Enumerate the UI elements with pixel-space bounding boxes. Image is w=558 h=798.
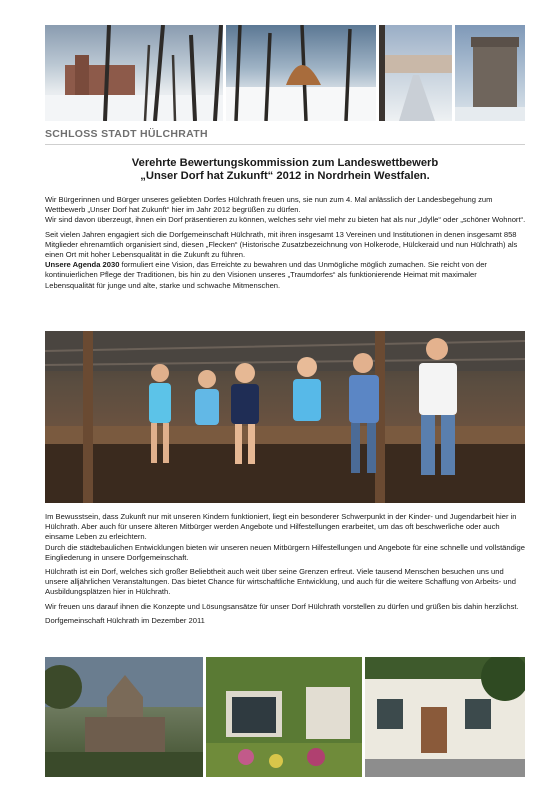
title-line-2: „Unser Dorf hat Zukunft“ 2012 in Nordrhein Westfalen.: [140, 170, 430, 182]
photo-white-house: [365, 657, 525, 777]
top-photo-strip: [45, 25, 525, 121]
integration-text: Durch die städtebaulichen Entwicklungen bieten wir unseren neuen Mitbürgern Hilfestellungen und Angebote für eine schnelle und vollständige Eingliederung in unsere Dorfgemeinschaft.: [45, 542, 525, 562]
intro-sentence-2: Wir sind davon überzeugt, ihnen ein Dorf präsentieren zu können, welches sehr viel mehr zu bieten hat als nur „Idylle“ oder „schöner Wohnort“.: [45, 215, 526, 225]
youth-paragraph: [45, 512, 527, 563]
youth-text: Im Bewusstsein, dass Zukunft nur mit unseren Kindern funktioniert, liegt ein besonderer Schwerpunkt in der Kinder- und Jugendarbeit hier in Hülchrath. Aber auch für unsere älteren Mitbürger werden Angebote und Hilfestellungen erarbeitet, um das oft beschwerliche oder auch einsame Leben zu erleichtern.: [45, 512, 517, 542]
engagement-paragraph: [45, 230, 527, 291]
photo-winter-alley: [379, 25, 452, 121]
intro-text: [45, 195, 527, 295]
agenda-label: Unsere Agenda 2030: [45, 260, 120, 270]
intro-paragraph: [45, 195, 527, 226]
bottom-photo-strip: [45, 657, 525, 777]
letter-title: [45, 157, 525, 183]
greeting-paragraph: Wir freuen uns darauf ihnen die Konzepte und Lösungsansätze für unser Dorf Hülchrath vorstellen zu dürfen und grüßen bis dahin herzlichst.: [45, 601, 519, 611]
photo-snowy-path: [226, 25, 376, 121]
engagement-text: Seit vielen Jahren engagiert sich die Dorfgemeinschaft Hülchrath, mit ihren insgesamt 13 Vereinen und Institutionen in denen insgesamt 858 Mitglieder ehrenamtlich organisiert sind, diesen „Flecken“ (Historische Zusatzbezeichnung von Holkerode, Hülckeraid und nun Hülchrath) als einen Ort mit hoher Lebensqualität in die Zukunft zu führen.: [45, 229, 518, 260]
agenda-text: formuliert eine Vision, das Erreichte zu bewahren und das Unmögliche möglich zumachen. Sie reicht von der kontinuierlichen Pflege der Traditionen, bis hin zu den Visionen unseres „Traumdorfes“ als funktionierende Heimat mit maximaler Lebensqualität für junge und alte, starke und schwache Mitmenschen.: [45, 260, 487, 290]
divider: [45, 144, 525, 145]
photo-garden-window: [206, 657, 362, 777]
popularity-paragraph: Hülchrath ist ein Dorf, welches sich großer Beliebtheit auch weit über seine Grenzen erfreut. Viele tausend Menschen besuchen uns und unsere alljährlichen Veranstaltungen. Das bietet Chance für wirtschaftliche Entwicklung, und auch für die weitere Schaffung von Arbeits- und Ausbildungsplätzen hier in Hülchrath.: [45, 567, 516, 597]
photo-castle-summer: [45, 657, 203, 777]
photo-castle-winter: [45, 25, 223, 121]
section-heading: SCHLOSS STADT HÜLCHRATH: [45, 128, 208, 140]
closing-text: [45, 512, 527, 630]
photo-castle-tower: [455, 25, 525, 121]
intro-sentence-1: Wir Bürgerinnen und Bürger unseres geliebten Dorfes Hülchrath freuen uns, sie nun zum 4. Mal anlässlich der Landesbegehung zum Wettbewerb „Unser Dorf hat Zukunft“ hier im Jahr 2012 begrüßen zu dürfen.: [45, 195, 493, 215]
signature: Dorfgemeinschaft Hülchrath im Dezember 2011: [45, 615, 205, 625]
title-line-1: Verehrte Bewertungskommission zum Landeswettbewerb: [131, 157, 439, 169]
photo-children-on-beam: [45, 331, 525, 503]
